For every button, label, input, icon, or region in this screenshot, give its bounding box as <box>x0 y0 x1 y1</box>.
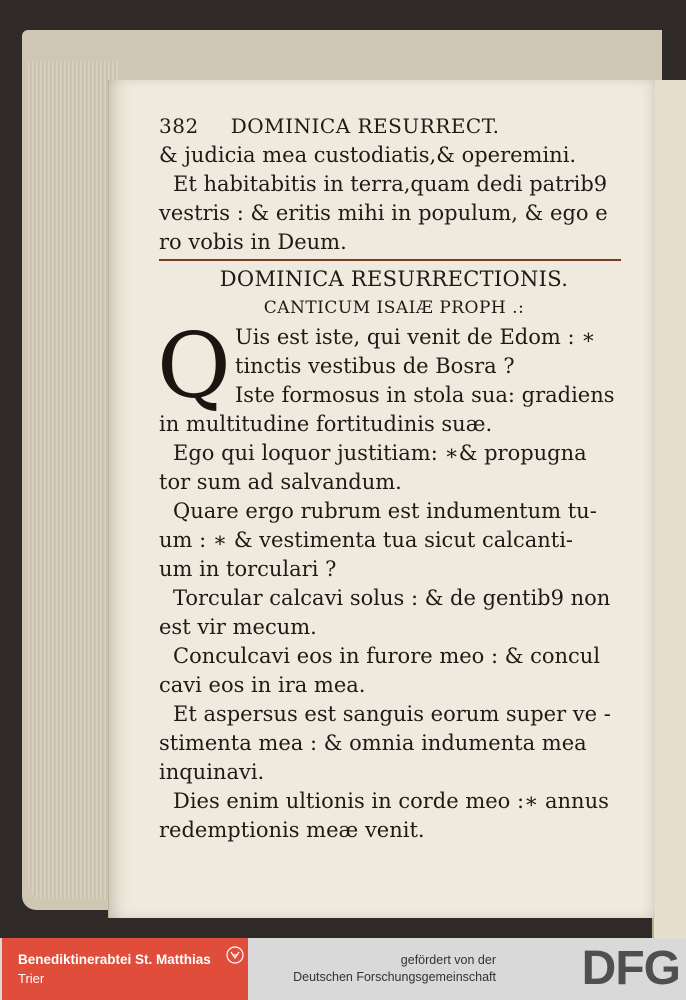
funding-line-2: Deutschen Forschungsgemeinschaft <box>293 970 496 984</box>
text-line: Uis est iste, qui venit de Edom : ∗ <box>235 325 596 349</box>
facing-page-edge <box>652 80 686 938</box>
text-line: est vir mecum. <box>159 615 317 639</box>
text-line: & judicia mea custodiatis,& operemini. <box>159 143 577 167</box>
running-header <box>159 112 629 141</box>
text-line: tor sum ad salvandum. <box>159 470 402 494</box>
text-line: Torcular calcavi solus : & de gentib9 non <box>173 586 611 610</box>
text-line: Conculcavi eos in furore meo : & concul <box>173 644 601 668</box>
footer-bar <box>0 938 686 1000</box>
text-line: Quare ergo rubrum est indumentum tu- <box>173 499 597 523</box>
funding-line-1: gefördert von der <box>400 953 496 967</box>
text-line: Dies enim ultionis in corde meo :∗ annus <box>173 789 609 813</box>
text-line: um : ∗ & vestimenta tua sicut calcanti- <box>159 528 574 552</box>
dropcap-letter: Q <box>157 314 231 419</box>
canticle-opening <box>157 314 629 419</box>
text-line: Iste formosus in stola sua: gradiens <box>235 383 615 407</box>
institution-name: Benediktinerabtei St. Matthias <box>18 952 211 967</box>
text-line: tinctis vestibus de Bosra ? <box>235 354 515 378</box>
text-line: vestris : & eritis mihi in populum, & ego e <box>159 201 608 225</box>
manuscript-page <box>108 80 655 918</box>
institution-logo[interactable] <box>2 938 248 1000</box>
text-line: ro vobis in Deum. <box>159 230 347 254</box>
text-line: Et habitabitis in terra,quam dedi patrib9 <box>173 172 608 196</box>
institution-city: Trier <box>18 971 45 986</box>
page-number: 382 <box>159 114 199 138</box>
text-line: stimenta mea : & omnia indumenta mea <box>159 731 587 755</box>
text-line: redemptionis meæ venit. <box>159 818 425 842</box>
page-text <box>159 112 629 845</box>
text-line: Et aspersus est sanguis eorum super ve - <box>173 702 611 726</box>
text-line: um in torculari ? <box>159 557 337 581</box>
section-title: DOMINICA RESURRECTIONIS. <box>219 267 569 291</box>
text-line: in multitudine fortitudinis suæ. <box>159 412 493 436</box>
text-line: Ego qui loquor justitiam: ∗& propugna <box>173 441 587 465</box>
text-line: cavi eos in ira mea. <box>159 673 366 697</box>
page-stack <box>28 60 118 900</box>
section-subtitle: CANTICUM ISAIÆ PROPH .: <box>263 298 525 318</box>
running-head-title: DOMINICA RESURRECT. <box>230 114 500 138</box>
funding-note <box>293 952 496 986</box>
dfg-logo[interactable]: DFG <box>581 942 680 995</box>
abbey-emblem-icon <box>226 946 244 964</box>
text-line: inquinavi. <box>159 760 265 784</box>
section-divider <box>159 259 621 261</box>
